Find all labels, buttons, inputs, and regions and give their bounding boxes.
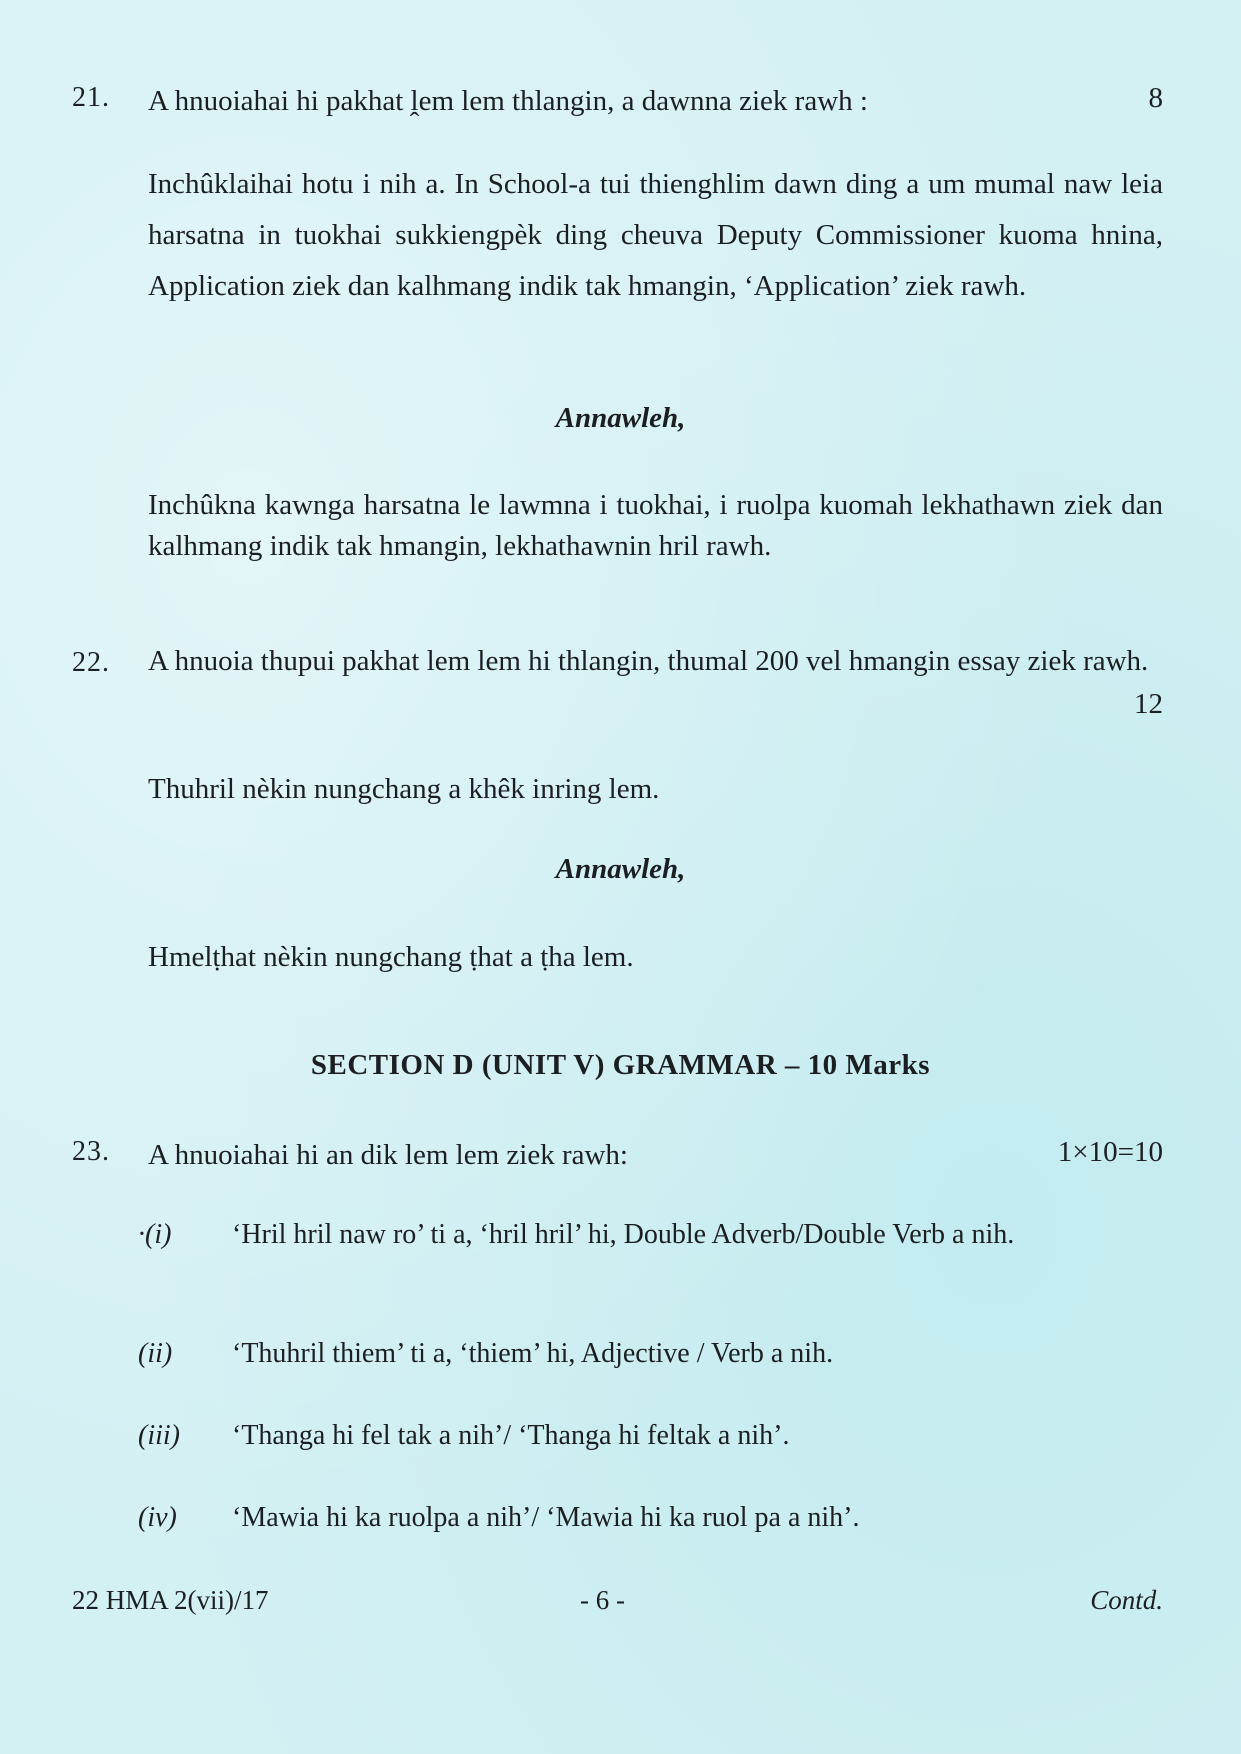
grammar-item-text: ‘Thanga hi fel tak a nih’/ ‘Thanga hi feltak a nih’. [232,1420,790,1451]
continued-label: Contd. [1090,1585,1163,1615]
section-title: SECTION D (UNIT V) GRAMMAR – 10 Marks [310,1049,931,1081]
paper-code: 22 HMA 2(vii)/17 [72,1585,269,1615]
question-marks: 12 [1134,688,1163,720]
page-number: - 6 - [580,1585,625,1615]
item-label: (ii) [138,1338,173,1369]
grammar-item-text: ‘Mawia hi ka ruolpa a nih’/ ‘Mawia hi ka ruol pa a nih’. [232,1502,860,1533]
question-number: 23. [72,1136,110,1167]
question-prompt: A hnuoia thupui pakhat lem lem hi thlangin, thumal 200 vel hmangin essay ziek rawh. [148,645,1149,677]
grammar-item-text: ‘Hril hril naw ro’ ti a, ‘hril hril’ hi, Double Adverb/Double Verb a nih. [232,1219,1015,1250]
question-marks: 8 [1148,82,1163,114]
question-option-text: Hmelṭhat nèkin nungchang ṭhat a ṭha lem. [148,941,634,973]
question-prompt: A hnuoiahai hi pakhat ḽem lem thlangin, a dawnna ziek rawh : [148,85,868,117]
question-option-text: Thuhril nèkin nungchang a khêk inring lem. [148,773,660,805]
item-label: (iv) [138,1502,177,1533]
question-option-text: Inchûklaihai hotu i nih a. In School-a tui thienghlim dawn ding a um mumal naw leia harsatna in tuokhai sukkiengpèk ding cheuva Deputy Commissioner kuoma hnina, Application ziek dan kalhmang indik tak hmangin, ‘Application’ ziek rawh. [148,168,1163,302]
item-label: (iii) [138,1420,180,1451]
question-number: 21. [72,82,110,113]
or-heading: Annawleh, [555,853,686,885]
item-label: ·(i) [138,1219,172,1250]
question-number: 22. [72,647,110,678]
question-marks: 1×10=10 [1057,1136,1163,1168]
question-option-text: Inchûkna kawnga harsatna le lawmna i tuokhai, i ruolpa kuomah lekhathawn ziek dan kalhmang indik tak hmangin, lekhathawnin hril rawh. [148,489,1163,562]
grammar-item-text: ‘Thuhril thiem’ ti a, ‘thiem’ hi, Adjective / Verb a nih. [232,1338,834,1369]
or-heading: Annawleh, [555,402,686,434]
question-prompt: A hnuoiahai hi an dik lem lem ziek rawh: [148,1139,628,1171]
